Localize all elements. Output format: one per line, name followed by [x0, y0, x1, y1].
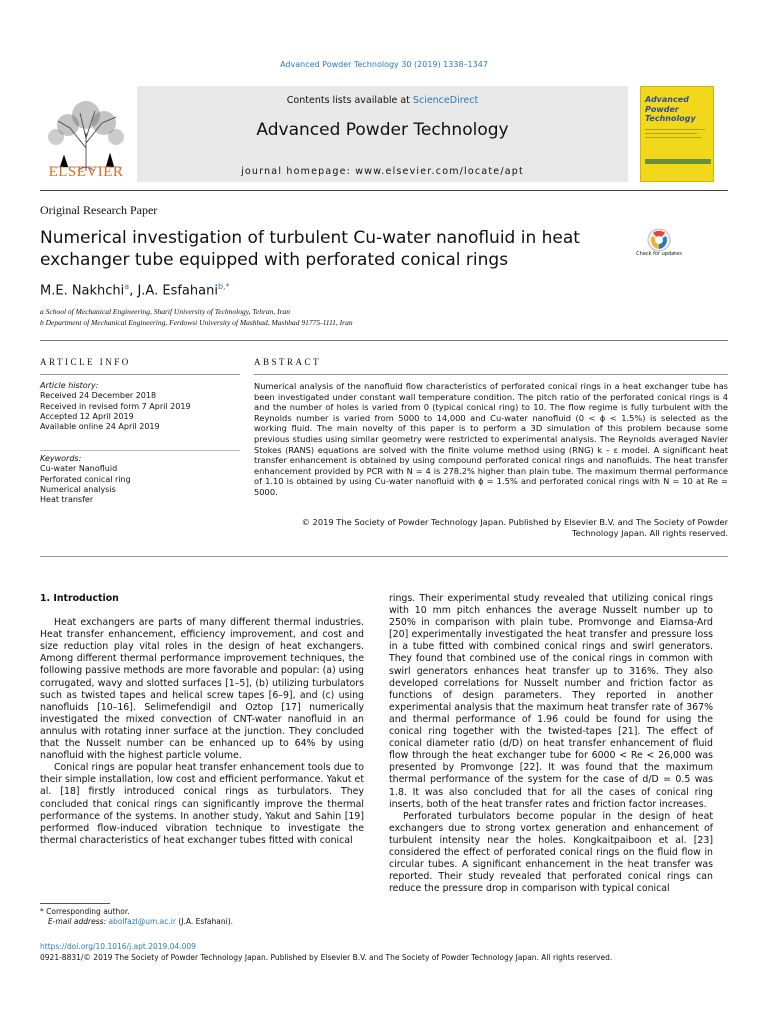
journal-masthead	[137, 86, 628, 182]
keywords-rule	[40, 450, 240, 451]
history-received: Received 24 December 2018	[40, 391, 157, 401]
keyword-item: Numerical analysis	[40, 484, 116, 494]
keyword-item: Heat transfer	[40, 495, 94, 505]
email-label: E-mail address:	[48, 917, 109, 927]
cover-title: Advanced Powder Technology	[645, 95, 696, 123]
history-online: Available online 24 April 2019	[40, 422, 160, 432]
journal-homepage[interactable]: journal homepage: www.elsevier.com/locate/apt	[241, 166, 524, 177]
article-info-rule	[40, 374, 240, 375]
footnote-rule	[40, 903, 110, 904]
history-accepted: Accepted 12 April 2019	[40, 411, 134, 421]
affiliation-b: b Department of Mechanical Engineering, Ferdowsi University of Mashhad, Mashhad 91775-1111, Iran	[40, 318, 353, 327]
paper-type: Original Research Paper	[40, 203, 158, 217]
keyword-item: Perforated conical ring	[40, 474, 131, 484]
paper-title: Numerical investigation of turbulent Cu-water nanofluid in heat exchanger tube equipped with perforated conical rings	[40, 228, 580, 270]
history-revised: Received in revised form 7 April 2019	[40, 401, 191, 411]
author-esfahani: J.A. Esfahani	[137, 283, 218, 299]
cover-band	[645, 159, 711, 164]
body-paragraph: Conical rings are popular heat transfer enhancement tools due to their simple installation, low cost and efficient performance. Yakut et al. [18] firstly introduced conical rings as turbulators. They concluded that conical rings can significantly improve the thermal performance of the systems. In another study, Yakut and Sahin [19] performed flow-induced vibration technique to investigate the thermal characteristics of heat exchanger tubes fitted with conical	[40, 762, 364, 846]
footnote-email-line	[40, 917, 364, 927]
journal-citation[interactable]: Advanced Powder Technology 30 (2019) 1338–1347	[280, 60, 488, 69]
contents-prefix: Contents lists available at	[286, 95, 413, 106]
author2-affil-sup[interactable]: b,*	[217, 282, 230, 291]
article-history	[40, 381, 240, 432]
abstract-text: Numerical analysis of the nanofluid flow characteristics of perforated conical rings in a heat exchanger tube has been investigated under constant wall temperature condition. The pitch ratio of the perforated conical rings is 4 and the number of holes is varied from 0 (typical conical ring) to 10. The flow regime is fully turbulent with the Reynolds number is varied from 5000 to 14,000 and Cu-water nanofluid (0 < ϕ < 1.5%) is selected as the working fluid. The main novelty of this paper is to perform a 3D simulation of this problem because some previous studies using similar geometry were restricted to experimental analysis. The Reynolds averaged Navier Stokes (RANS) equations are solved with the finite volume method using (RNG) k – ε model. A significant heat transfer enhancement is obtained by using compound perforated conical rings and nanofluids. The heat transfer enhancement provided by PCR with N = 4 is 278.2% higher than plain tube. The maximum thermal performance of 1.10 is obtained by using Cu-water nanofluid with ϕ = 1.5% and perforated conical rings with N = 10 at Re = 5000.	[254, 381, 728, 497]
doi-link[interactable]: https://doi.org/10.1016/j.apt.2019.04.009	[40, 942, 196, 951]
email-suffix: (J.A. Esfahani).	[175, 917, 234, 927]
elsevier-wordmark: ELSEVIER	[48, 164, 124, 180]
abstract-rule	[254, 374, 728, 375]
keywords-label: Keywords:	[40, 454, 82, 463]
check-for-updates-label: Check for updates	[636, 251, 682, 257]
abstract-heading: ABSTRACT	[254, 357, 322, 367]
journal-name: Advanced Powder Technology	[256, 120, 509, 140]
affiliation-a: a School of Mechanical Engineering, Sharif University of Technology, Tehran, Iran	[40, 307, 291, 316]
body-column-left	[40, 593, 364, 847]
author-line	[40, 282, 230, 298]
section-heading-introduction: 1. Introduction	[40, 593, 119, 604]
journal-cover-thumbnail[interactable]	[640, 86, 714, 182]
author-nakhchi: M.E. Nakhchi	[40, 283, 125, 299]
contents-line	[137, 95, 628, 106]
keyword-item: Cu-water Nanofluid	[40, 464, 118, 474]
body-paragraph: rings. Their experimental study revealed that utilizing conical rings with 10 mm pitch enhances the average Nusselt number up to 250% in comparison with plain tube. Promvonge and Eiamsa-Ard [20] experimentally investigated the heat transfer and pressure loss in a tube fitted with combined conical rings and swirl generators. They found that combined use of the conical rings in common with swirl generators enhances heat transfer up to 316%. They also developed correlations for Nusselt number and friction factor as functions of design parameters. They reported in another experimental analysis that the maximum heat transfer rate of 367% and thermal performance of 1.96 could be found for using the conical ring together with the twisted-tapes [21]. The effect of conical diameter ratio (d/D) on heat transfer enhancement of fluid flow through the heat exchanger tube for 6000 < Re < 26,000 was presented by Promvonge [22]. It was found that the maximum thermal performance of the system for the case of d/D = 0.5 was 1.8. It was also concluded that for all the cases of conical ring inserts, both of the heat transfer rates and friction factor increases.	[389, 593, 713, 810]
corresponding-author-footnote	[40, 907, 364, 928]
email-link[interactable]: abolfazl@um.ac.ir	[108, 917, 176, 927]
sciencedirect-link[interactable]: ScienceDirect	[412, 95, 479, 106]
header-rule	[40, 190, 728, 191]
check-for-updates-icon[interactable]	[640, 227, 678, 267]
author-separator: ,	[129, 283, 138, 299]
body-paragraph: Heat exchangers are parts of many different thermal industries. Heat transfer enhancement, efficiency improvement, and cost and size reduction play vital roles in the design of heat exchangers. Among different thermal performance improvement techniques, the following passive methods are more favorable and popular: (a) using corrugated, wavy and slotted surfaces [1–5], (b) utilizing turbulators such as twisted tapes and helical screw tapes [6–9], and (c) using nanofluids [10–16]. Selimefendigil and Oztop [17] numerically investigated the mixed convection of CNT-water nanofluid in an annulus with rotating inner surface at the junction. They concluded that the Nusselt number can be enhanced up to 64% by using nanofluid with the highest particle volume.	[40, 617, 364, 762]
body-column-right	[389, 593, 713, 895]
footnote-star: * Corresponding author.	[40, 907, 130, 916]
history-label: Article history:	[40, 381, 99, 390]
author1-affil-sup[interactable]: a	[124, 282, 130, 291]
keywords-block	[40, 454, 240, 505]
abstract-copyright: © 2019 The Society of Powder Technology Japan. Published by Elsevier B.V. and The Society of Powder Technology Japan. All rights reserved.	[301, 517, 728, 538]
affiliation-rule	[40, 340, 728, 341]
abstract-bottom-rule	[40, 556, 728, 557]
issn-line: 0921-8831/© 2019 The Society of Powder Technology Japan. Published by Elsevier B.V. and The Society of Powder Technology Japan. All rights reserved.	[40, 953, 613, 962]
article-info-heading: ARTICLE INFO	[40, 357, 131, 367]
body-paragraph: Perforated turbulators become popular in the design of heat exchangers due to strong vortex generation and enhancement of turbulent intensity near the holes. Kongkaitpaiboon et al. [23] considered the effect of perforated conical rings on the fluid flow in circular tubes. A significant enhancement in the heat transfer was reported. Their study revealed that perforated conical rings can reduce the pressure drop in comparison with typical conical	[389, 810, 713, 895]
